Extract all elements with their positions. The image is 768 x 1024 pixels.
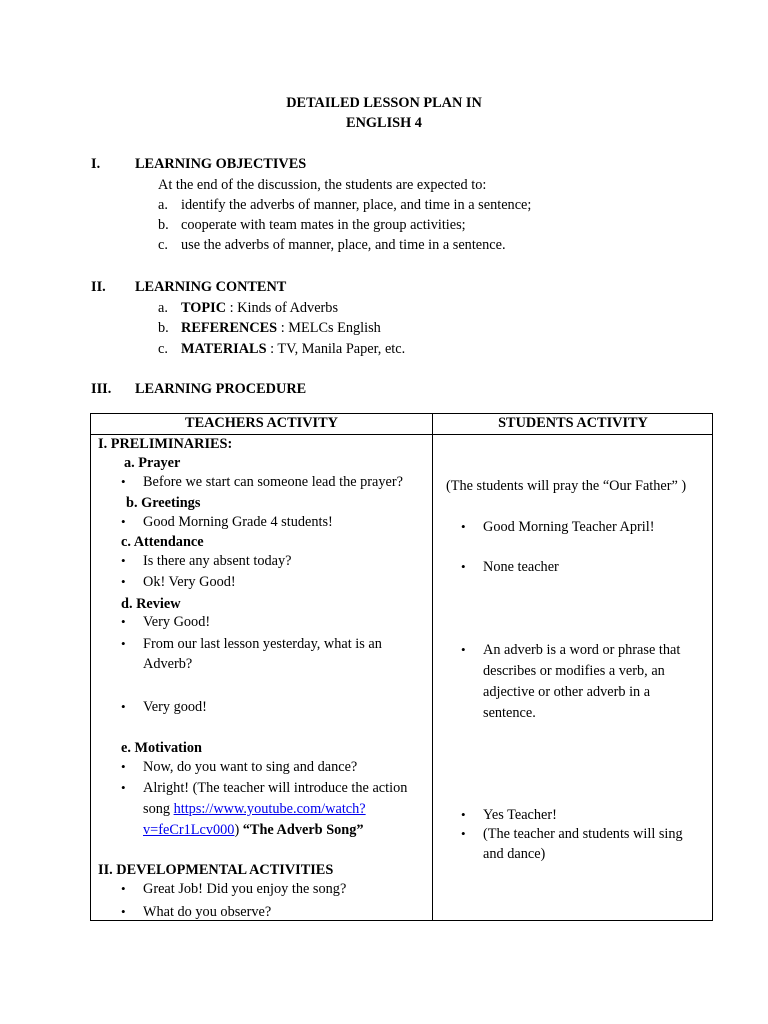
teacher-line: • Great Job! Did you enjoy the song? bbox=[143, 881, 346, 898]
teacher-line: • Good Morning Grade 4 students! bbox=[143, 514, 333, 531]
section-heading-procedure: LEARNING PROCEDURE bbox=[135, 381, 307, 397]
content-label: TOPIC bbox=[181, 300, 227, 316]
student-response: • Yes Teacher! bbox=[483, 807, 557, 824]
content-label: MATERIALS bbox=[181, 341, 267, 357]
teacher-line: • Before we start can someone lead the prayer? bbox=[143, 474, 403, 491]
teacher-section-preliminaries: I. PRELIMINARIES: bbox=[98, 436, 233, 452]
content-marker: b. bbox=[158, 320, 169, 336]
student-response-continued: describes or modifies a verb, an bbox=[483, 663, 665, 679]
student-response: • An adverb is a word or phrase that bbox=[483, 642, 680, 659]
doc-title-line2: ENGLISH 4 bbox=[346, 115, 422, 131]
teacher-subheading-motivation: e. Motivation bbox=[121, 740, 202, 756]
objective-text: identify the adverbs of manner, place, and time in a sentence; bbox=[181, 197, 532, 213]
song-suffix: ) bbox=[234, 822, 243, 838]
student-response: • None teacher bbox=[483, 559, 559, 576]
activity-table bbox=[90, 413, 713, 921]
student-response: • Good Morning Teacher April! bbox=[483, 519, 654, 536]
youtube-link-cont[interactable]: v=feCr1Lcv000 bbox=[143, 822, 235, 838]
teacher-subheading-review: d. Review bbox=[121, 596, 181, 612]
teacher-line: • Alright! (The teacher will introduce the action bbox=[143, 780, 407, 797]
student-response-continued: sentence. bbox=[483, 705, 536, 721]
table-header-teachers: TEACHERS ACTIVITY bbox=[185, 415, 338, 431]
teacher-line: • Ok! Very Good! bbox=[143, 574, 236, 591]
objective-marker: c. bbox=[158, 237, 168, 253]
objectives-intro: At the end of the discussion, the students are expected to: bbox=[158, 177, 487, 193]
teacher-line: • Very Good! bbox=[143, 614, 210, 631]
content-item-references bbox=[181, 320, 381, 337]
student-response-continued: adjective or other adverb in a bbox=[483, 684, 651, 700]
teacher-subheading-prayer: a. Prayer bbox=[124, 455, 181, 471]
teacher-line-song bbox=[143, 801, 366, 818]
content-value: : MELCs English bbox=[277, 320, 381, 336]
teacher-subheading-attendance: c. Attendance bbox=[121, 534, 204, 550]
content-marker: a. bbox=[158, 300, 168, 316]
teacher-line-song-cont bbox=[143, 822, 364, 839]
content-label: REFERENCES bbox=[181, 320, 278, 336]
objective-text: use the adverbs of manner, place, and time in a sentence. bbox=[181, 237, 506, 253]
youtube-link[interactable]: https://www.youtube.com/watch? bbox=[173, 801, 366, 817]
section-number-objectives: I. bbox=[91, 156, 101, 172]
teacher-section-developmental: II. DEVELOPMENTAL ACTIVITIES bbox=[98, 862, 334, 878]
table-column-divider bbox=[432, 414, 433, 920]
teacher-line: • Now, do you want to sing and dance? bbox=[143, 759, 357, 776]
teacher-line: • Is there any absent today? bbox=[143, 553, 291, 570]
teacher-subheading-greetings: b. Greetings bbox=[126, 495, 201, 511]
song-prefix: song bbox=[143, 801, 174, 817]
objective-text: cooperate with team mates in the group activities; bbox=[181, 217, 466, 233]
song-title: “The Adverb Song” bbox=[242, 822, 364, 838]
student-response-continued: and dance) bbox=[483, 846, 546, 862]
teacher-line: • Very good! bbox=[143, 699, 207, 716]
objective-marker: b. bbox=[158, 217, 169, 233]
teacher-line: • What do you observe? bbox=[143, 904, 271, 921]
teacher-line-continued: Adverb? bbox=[143, 656, 193, 672]
content-item-materials bbox=[181, 341, 405, 358]
table-header-students: STUDENTS ACTIVITY bbox=[498, 415, 648, 431]
teacher-line: • From our last lesson yesterday, what is an bbox=[143, 636, 382, 653]
doc-title-line1: DETAILED LESSON PLAN IN bbox=[286, 95, 482, 111]
section-heading-content: LEARNING CONTENT bbox=[135, 279, 287, 295]
section-number-content: II. bbox=[91, 279, 106, 295]
table-header-divider bbox=[91, 434, 712, 435]
content-value: : Kinds of Adverbs bbox=[226, 300, 339, 316]
student-response: • (The teacher and students will sing bbox=[483, 826, 683, 843]
section-number-procedure: III. bbox=[91, 381, 112, 397]
content-marker: c. bbox=[158, 341, 168, 357]
section-heading-objectives: LEARNING OBJECTIVES bbox=[135, 156, 307, 172]
objective-marker: a. bbox=[158, 197, 168, 213]
content-item-topic bbox=[181, 300, 338, 317]
student-response-prayer: (The students will pray the “Our Father” ) bbox=[446, 478, 687, 494]
content-value: : TV, Manila Paper, etc. bbox=[266, 341, 406, 357]
